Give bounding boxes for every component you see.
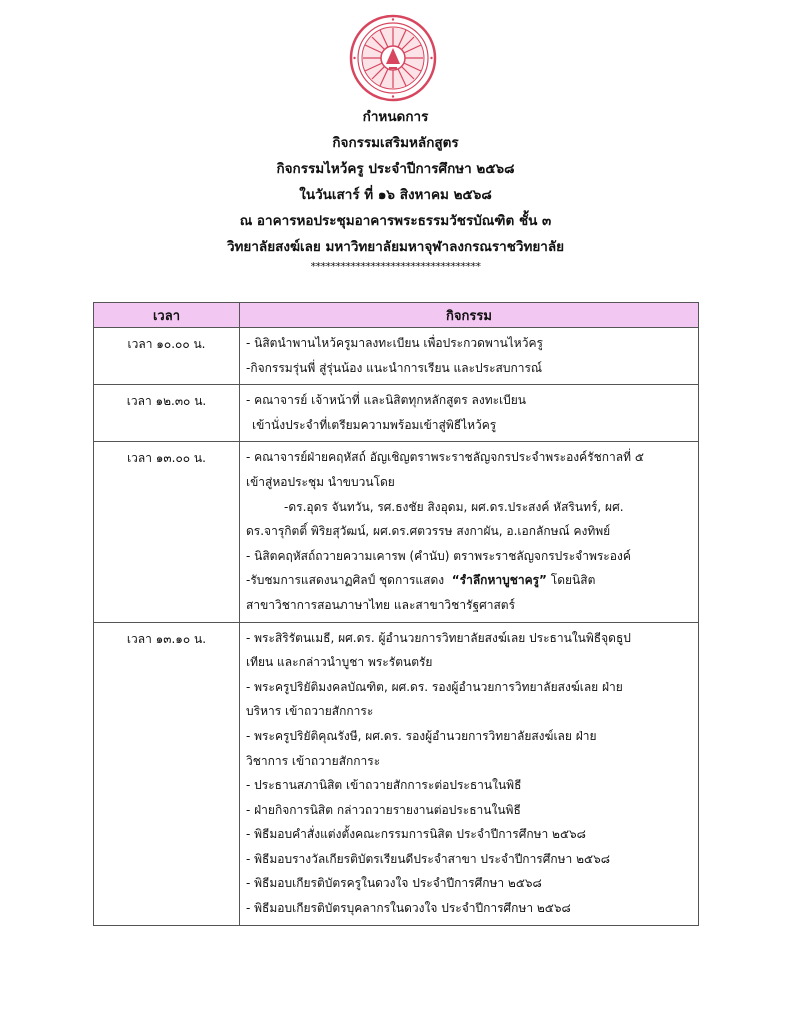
activity-line: - พิธีมอบเกียรติบัตรครูในดวงใจ ประจำปีการศึกษา ๒๕๖๘ <box>246 876 542 891</box>
activity-line: - นิสิตนำพานไหว้ครูมาลงทะเบียน เพื่อประกวดพานไหว้ครู <box>246 336 543 350</box>
activity-line: วิชาการ เข้าถวายสักการะ <box>246 753 381 768</box>
table-row <box>94 385 699 442</box>
time-cell: เวลา ๑๐.๐๐ น. <box>94 328 240 385</box>
activity-line: - ฝ่ายกิจการนิสิต กล่าวถวายรายงานต่อประธานในพิธี <box>246 802 521 817</box>
time-cell: เวลา ๑๓.๐๐ น. <box>94 442 240 622</box>
activity-cell <box>240 328 699 385</box>
university-seal-logo <box>349 14 437 102</box>
activity-line: -กิจกรรมรุ่นพี่ สู่รุ่นน้อง แนะนำการเรียน และประสบการณ์ <box>246 360 543 375</box>
star-separator: ********************************** <box>310 260 481 273</box>
time-cell: เวลา ๑๒.๓๐ น. <box>94 385 240 442</box>
activity-line: - พระครูปริยัติคุณรังษี, ผศ.ดร. รองผู้อำนวยการวิทยาลัยสงฆ์เลย ฝ่าย <box>246 728 597 743</box>
table-row <box>94 442 699 622</box>
activity-line: - คณาจารย์ เจ้าหน้าที่ และนิสิตทุกหลักสูตร ลงทะเบียน <box>246 393 527 408</box>
event-name: กิจกรรมไหว้ครู ประจำปีการศึกษา ๒๕๖๘ <box>276 161 515 177</box>
activity-line: - พิธีมอบคำสั่งแต่งตั้งคณะกรรมการนิสิต ประจำปีการศึกษา ๒๕๖๘ <box>246 827 586 842</box>
activity-line: เข้านั่งประจำที่เตรียมความพร้อมเข้าสู่พิธีไหว้ครู <box>252 417 497 432</box>
activity-line: - ประธานสภานิสิต เข้าถวายสักการะต่อประธานในพิธี <box>246 778 522 793</box>
doc-subtitle: กิจกรรมเสริมหลักสูตร <box>332 135 459 151</box>
activity-line: - พิธีมอบเกียรติบัตรบุคลากรในดวงใจ ประจำปีการศึกษา ๒๕๖๘ <box>246 901 571 916</box>
activity-cell <box>240 442 699 622</box>
performance-text: -รับชมการแสดงนาฏศิลป์ ชุดการแสดง <box>246 573 445 588</box>
table-header-row <box>94 303 699 328</box>
event-date: ในวันเสาร์ ที่ ๑๖ สิงหาคม ๒๕๖๘ <box>299 187 492 203</box>
performance-title: “รำลึกหาบูชาครู” <box>451 573 547 588</box>
activity-line: บริหาร เข้าถวายสักการะ <box>246 704 374 719</box>
document-header <box>0 104 791 274</box>
activity-cell <box>240 622 699 925</box>
activity-line: - พระสิริรัตนเมธี, ผศ.ดร. ผู้อำนวยการวิทยาลัยสงฆ์เลย ประธานในพิธีจุดธูป <box>246 630 631 645</box>
col-header-activity: กิจกรรม <box>240 303 699 328</box>
col-header-time: เวลา <box>94 303 240 328</box>
activity-cell <box>240 385 699 442</box>
activity-line: เข้าสู่หอประชุม นำขบวนโดย <box>246 474 395 489</box>
table-row <box>94 328 699 385</box>
activity-line <box>246 568 692 593</box>
event-venue: ณ อาคารหอประชุมอาคารพระธรรมวัชรบัณฑิต ชั้น ๓ <box>239 213 552 229</box>
activity-line: -ดร.อุดร จันทวัน, รศ.ธงชัย สิงอุดม, ผศ.ดร.ประสงค์ หัสรินทร์, ผศ. <box>284 499 624 514</box>
doc-title: กำหนดการ <box>362 109 429 125</box>
performance-by: โดยนิสิต <box>550 573 596 588</box>
table-row <box>94 622 699 925</box>
activity-line: เทียน และกล่าวนำบูชา พระรัตนตรัย <box>246 655 433 670</box>
activity-line: - นิสิตคฤหัสถ์ถวายความเคารพ (คำนับ) ตราพระราชลัญจกรประจำพระองค์ <box>246 548 631 563</box>
event-organizer: วิทยาลัยสงฆ์เลย มหาวิทยาลัยมหาจุฬาลงกรณราชวิทยาลัย <box>226 239 565 255</box>
time-cell: เวลา ๑๓.๑๐ น. <box>94 622 240 925</box>
activity-line: - พิธีมอบรางวัลเกียรติบัตรเรียนดีประจำสาขา ประจำปีการศึกษา ๒๕๖๘ <box>246 851 610 866</box>
activity-line: สาขาวิชาการสอนภาษาไทย และสาขาวิชารัฐศาสตร์ <box>246 597 516 612</box>
activity-line: ดร.จารุกิตติ์ พิริยสุวัฒน์, ผศ.ดร.ศตวรรษ สงกาผัน, อ.เอกลักษณ์ คงทิพย์ <box>246 524 611 539</box>
activity-line: - คณาจารย์ฝ่ายคฤหัสถ์ อัญเชิญตราพระราชลัญจกรประจำพระองค์รัชกาลที่ ๕ <box>246 450 644 465</box>
schedule-table <box>93 302 699 926</box>
activity-line: - พระครูปริยัติมงคลบัณฑิต, ผศ.ดร. รองผู้อำนวยการวิทยาลัยสงฆ์เลย ฝ่าย <box>246 679 623 694</box>
